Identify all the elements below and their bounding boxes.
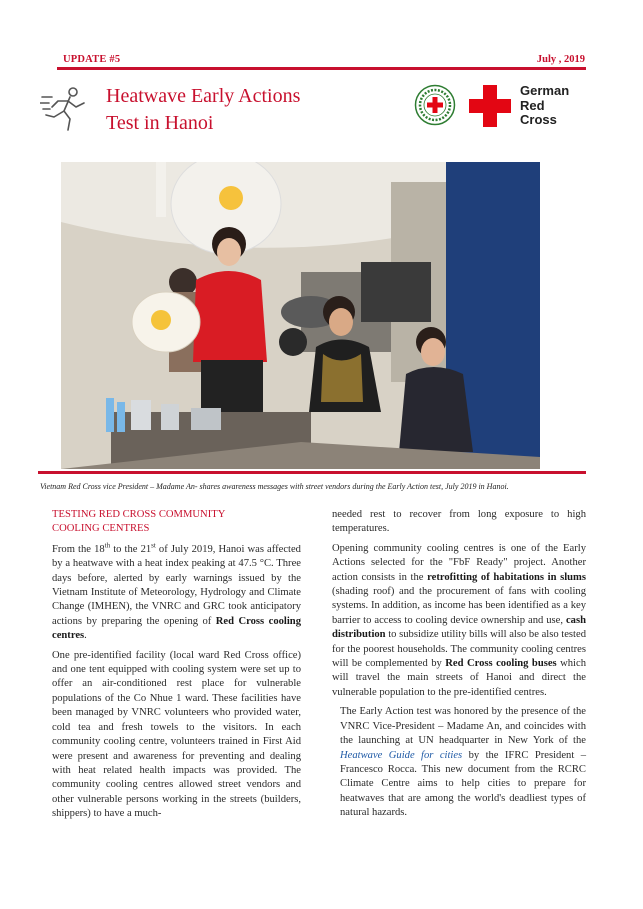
paragraph-facilities-continued: needed rest to recover from long exposure to high temperatures.	[332, 509, 586, 535]
article-column-left	[52, 508, 301, 827]
vietnam-red-cross-logo	[414, 84, 456, 126]
caption-rule	[38, 471, 586, 474]
header-rule	[57, 67, 586, 70]
photo-caption: Vietnam Red Cross vice President – Madame An- shares awareness messages with street vendors during the Early Action test, July 2019 in Hanoi.	[40, 482, 509, 491]
german-red-cross-wordmark: German Red Cross	[520, 83, 570, 127]
paragraph-heatwave: From the 18th to the 21st of July 2019, Hanoi was affected by a heatwave with a heat index peaking at 47.5 °C. Three days before, alerted by early warnings issued by the Vietnam Institute of Meteorology, Hydrology and Climate Change (IMHEN), the VNRC and GRC took anticipatory actions by preparing the opening of Red Cross cooling centres.	[52, 541, 301, 642]
title-line-2: Test in Hanoi	[106, 112, 214, 134]
paragraph-early-actions: Opening community cooling centres is one of the Early Actions selected for the "FbF Ready" project. Another action consists in the retrofitting of habitations in slums (shading roof) and the procurement of fans with cooling systems. In addition, as income has been identified as a key barrier to access to cooling device ownership and use, cash distribution to subsidize utility bills will also be also tested for the poorest households. The community cooling centres will be complemented by Red Cross cooling buses which will travel the main streets of Hanoi and direct the vulnerable population to the pre-identified centres.	[332, 542, 586, 698]
paragraph-honored: The Early Action test was honored by the presence of the VNRC Vice-President – Madame An, and coincides with the launching at UN headquarter in New York of the Heatwave Guide for cities by the IFRC President – Francesco Rocca. This new document from the RCRC Climate Centre aims to help cities to prepare for heatwaves that are among the world's deadliest types of natural hazards.	[340, 706, 586, 819]
running-person-icon	[40, 85, 92, 133]
heatwave-guide-link[interactable]: Heatwave Guide for cities	[340, 749, 463, 761]
cover-photo	[61, 162, 540, 469]
german-red-cross-icon	[469, 85, 511, 127]
article-column-right	[332, 508, 586, 826]
page-title	[106, 83, 300, 137]
update-label: UPDATE #5	[63, 54, 121, 65]
title-line-1: Heatwave Early Actions	[106, 85, 301, 107]
section-title: TESTING RED CROSS COMMUNITY COOLING CENTRES	[52, 509, 226, 535]
photo-illustration	[61, 162, 540, 469]
paragraph-facilities: One pre-identified facility (local ward Red Cross office) and one tent equipped with cooling system were set up to offer an air-conditioned rest place for vulnerable populations of the Co Nhue 1 ward. These facilities have been managed by VNRC volunteers who provided water, cold tea and fresh towels to the visitors. In each community cooling centre, volunteers trained in First Aid were present and awareness for preventing and dealing with heat related health impacts was provided. The community cooling centres allowed street vendors and other vulnerable persons working in the streets (builders, shippers) to have a much-	[52, 649, 301, 820]
update-date: July , 2019	[536, 54, 585, 65]
